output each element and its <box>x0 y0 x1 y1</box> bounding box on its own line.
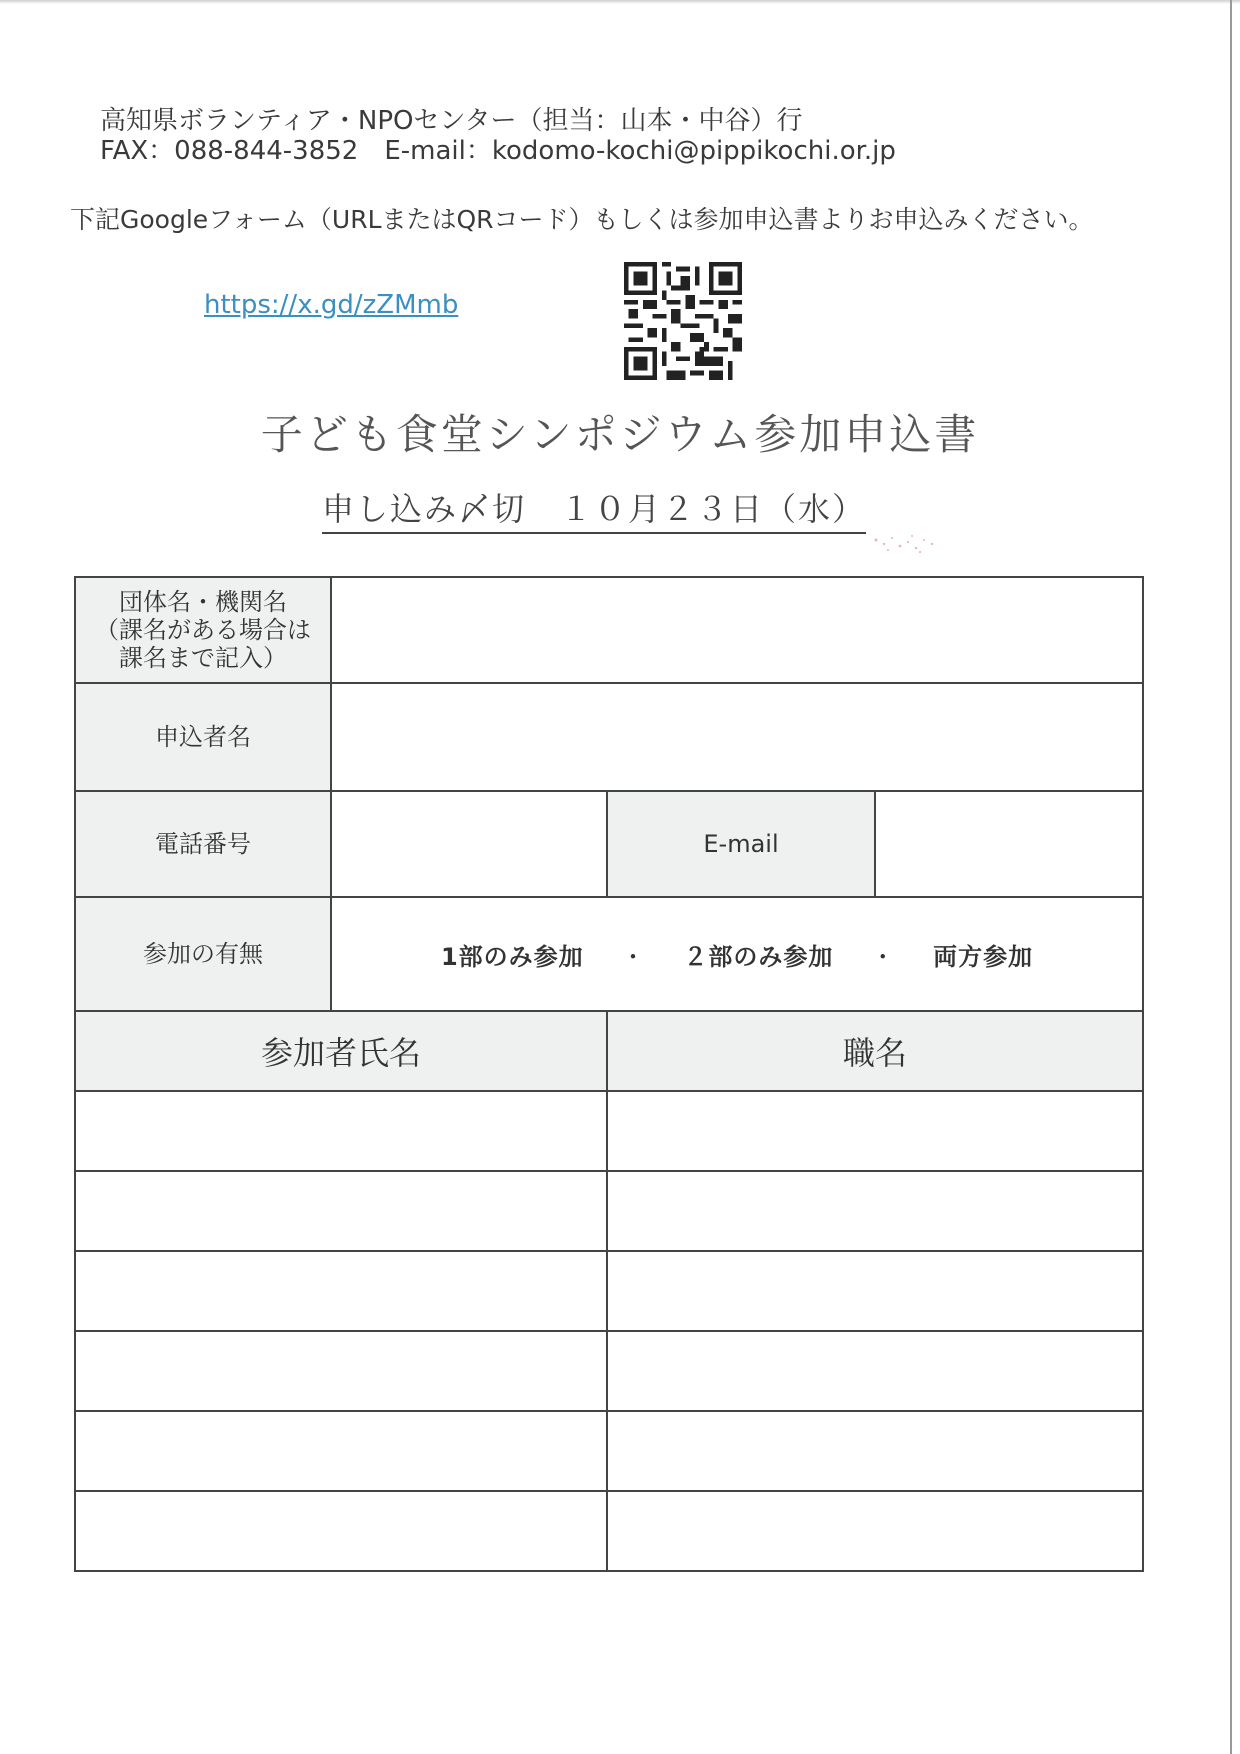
scan-top-edge <box>0 0 1240 4</box>
option-part2-only[interactable]: ２部のみ参加 <box>683 942 834 971</box>
recipient-line: 高知県ボランティア・NPOセンター（担当：山本・中谷）行 <box>100 106 803 136</box>
org-name-label-text: 団体名・機関名 （課名がある場合は 課名まで記入） <box>95 588 311 672</box>
org-name-field[interactable] <box>331 577 1143 683</box>
participant-position-cell[interactable] <box>607 1091 1143 1171</box>
email-field[interactable] <box>875 791 1143 897</box>
participant-row <box>75 1091 1143 1171</box>
participant-name-cell[interactable] <box>75 1491 607 1571</box>
participant-row <box>75 1171 1143 1251</box>
participant-row <box>75 1331 1143 1411</box>
participant-row <box>75 1411 1143 1491</box>
option-separator: ・ <box>621 942 646 971</box>
application-table <box>74 576 1144 1572</box>
page-title: 子ども食堂シンポジウム参加申込書 <box>260 410 980 459</box>
participant-position-cell[interactable] <box>607 1251 1143 1331</box>
deadline-text: 申し込み〆切 １０月２３日（水） <box>322 484 866 534</box>
address-block <box>100 106 896 166</box>
participant-name-cell[interactable] <box>75 1411 607 1491</box>
option-part1-only[interactable]: 1部のみ参加 <box>440 942 584 971</box>
participant-name-header: 参加者氏名 <box>75 1011 607 1091</box>
contact-line: FAX：088-844-3852 E-mail：kodomo-kochi@pippikochi.or.jp <box>100 136 896 166</box>
google-form-link[interactable]: https://x.gd/zZMmb <box>204 290 459 320</box>
phone-field[interactable] <box>331 791 607 897</box>
participant-name-cell[interactable] <box>75 1171 607 1251</box>
scan-right-edge <box>1230 0 1232 1754</box>
participant-position-cell[interactable] <box>607 1411 1143 1491</box>
participant-name-cell[interactable] <box>75 1091 607 1171</box>
org-name-label <box>75 577 331 683</box>
email-label: E-mail <box>607 791 875 897</box>
participant-row <box>75 1491 1143 1571</box>
participant-name-cell[interactable] <box>75 1331 607 1411</box>
phone-label: 電話番号 <box>75 791 331 897</box>
participant-row <box>75 1251 1143 1331</box>
participation-label: 参加の有無 <box>75 897 331 1011</box>
stamp-mark-icon <box>870 530 940 558</box>
participation-options <box>331 897 1143 1011</box>
position-header: 職名 <box>607 1011 1143 1091</box>
participant-position-cell[interactable] <box>607 1491 1143 1571</box>
qr-code-icon <box>624 262 742 380</box>
instruction-text: 下記Googleフォーム（URLまたはQRコード）もしくは参加申込書よりお申込みください。 <box>70 205 1094 234</box>
participant-name-cell[interactable] <box>75 1251 607 1331</box>
applicant-name-label: 申込者名 <box>75 683 331 791</box>
applicant-name-field[interactable] <box>331 683 1143 791</box>
option-both-parts[interactable]: 両方参加 <box>933 942 1034 971</box>
option-separator: ・ <box>870 942 896 971</box>
participant-position-cell[interactable] <box>607 1331 1143 1411</box>
participant-position-cell[interactable] <box>607 1171 1143 1251</box>
